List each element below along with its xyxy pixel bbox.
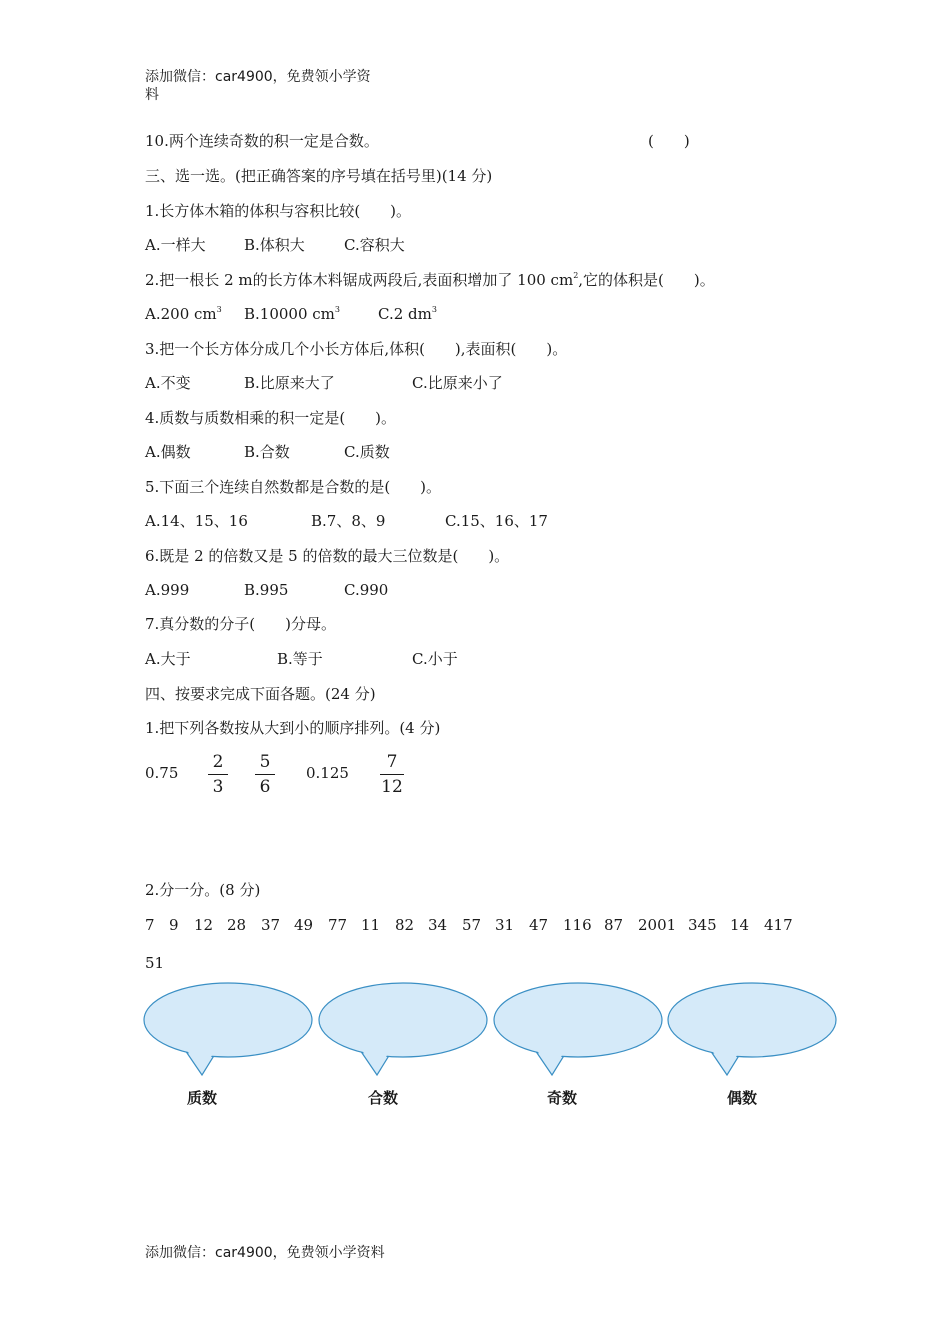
q3-1-option-a: A.一样大 [145,236,206,254]
q3-2-text: 2.把一根长 2 m的长方体木料锯成两段后,表面积增加了 100 $cm^2$,它的体积是( )。 [145,271,715,289]
number-item: 49 [294,916,314,934]
q3-7-option-b: B.等于 [277,650,323,668]
q3-3-option-c: C.比原来小了 [412,374,503,392]
number-item: 47 [529,916,549,934]
q10-answer-paren: ( ) [648,132,690,150]
q3-6-option-a: A.999 [145,581,190,599]
fraction-5-6: 5 6 [255,752,275,797]
number-item: 116 [563,916,592,934]
q3-3-text: 3.把一个长方体分成几个小长方体后,体积( ),表面积( )。 [145,340,568,358]
q3-4-text: 4.质数与质数相乘的积一定是( )。 [145,409,397,427]
q3-1-option-b: B.体积大 [244,236,305,254]
q4-2-text: 2.分一分。(8 分) [145,881,261,899]
number-item: 57 [462,916,482,934]
number-item: 87 [604,916,624,934]
q3-5-option-c: C.15、16、17 [445,512,548,530]
header-line-2: 料 [145,87,159,103]
q3-1-text: 1.长方体木箱的体积与容积比较( )。 [145,202,412,220]
q3-2-option-a: A.200 $cm^3$ [145,305,222,323]
number-item: 14 [730,916,750,934]
number-item: 51 [145,954,165,972]
q3-7-option-a: A.大于 [145,650,191,668]
q4-1-number-075: 0.75 [145,764,179,782]
label-prime: 质数 [187,1089,218,1107]
q3-6-option-c: C.990 [344,581,389,599]
number-item: 31 [495,916,515,934]
q3-3-option-a: A.不变 [145,374,191,392]
number-item: 77 [328,916,348,934]
q3-7-text: 7.真分数的分子( )分母。 [145,615,337,633]
footer-text: 添加微信：car4900，免费领小学资料 [145,1245,385,1261]
q3-4-option-a: A.偶数 [145,443,191,461]
q3-2-option-b: B.10000 $cm^3$ [244,305,340,323]
speech-bubble-odd [494,983,662,1075]
number-item: 345 [688,916,717,934]
section4-title: 四、按要求完成下面各题。(24 分) [145,685,376,703]
number-item: 7 [145,916,155,934]
label-odd: 奇数 [547,1089,578,1107]
q3-4-option-b: B.合数 [244,443,290,461]
number-item: 2001 [638,916,677,934]
q4-1-text: 1.把下列各数按从大到小的顺序排列。(4 分) [145,719,441,737]
speech-bubble-prime [144,983,312,1075]
speech-bubble-even [668,983,836,1075]
label-composite: 合数 [368,1089,399,1107]
q3-6-option-b: B.995 [244,581,289,599]
q3-1-option-c: C.容积大 [344,236,405,254]
header-line-1: 添加微信：car4900，免费领小学资 [145,69,371,85]
q3-2-option-c: C.2 $dm^3$ [378,305,437,323]
q3-5-option-b: B.7、8、9 [311,512,386,530]
number-item: 37 [261,916,281,934]
q3-3-option-b: B.比原来大了 [244,374,335,392]
fraction-2-3: 2 3 [208,752,228,797]
q3-7-option-c: C.小于 [412,650,458,668]
q3-5-option-a: A.14、15、16 [145,512,248,530]
number-item: 12 [194,916,214,934]
number-item: 82 [395,916,415,934]
q10-text: 10.两个连续奇数的积一定是合数。 [145,132,379,150]
q3-5-text: 5.下面三个连续自然数都是合数的是( )。 [145,478,442,496]
fraction-7-12: 7 12 [381,752,403,797]
speech-bubble-composite [319,983,487,1075]
label-even: 偶数 [727,1089,758,1107]
section3-title: 三、选一选。(把正确答案的序号填在括号里)(14 分) [145,167,493,185]
number-item: 11 [361,916,381,934]
number-item: 34 [428,916,448,934]
q3-4-option-c: C.质数 [344,443,390,461]
number-item: 9 [169,916,179,934]
q3-6-text: 6.既是 2 的倍数又是 5 的倍数的最大三位数是( )。 [145,547,510,565]
number-item: 28 [227,916,247,934]
number-item: 417 [764,916,793,934]
q4-1-number-0125: 0.125 [306,764,349,782]
